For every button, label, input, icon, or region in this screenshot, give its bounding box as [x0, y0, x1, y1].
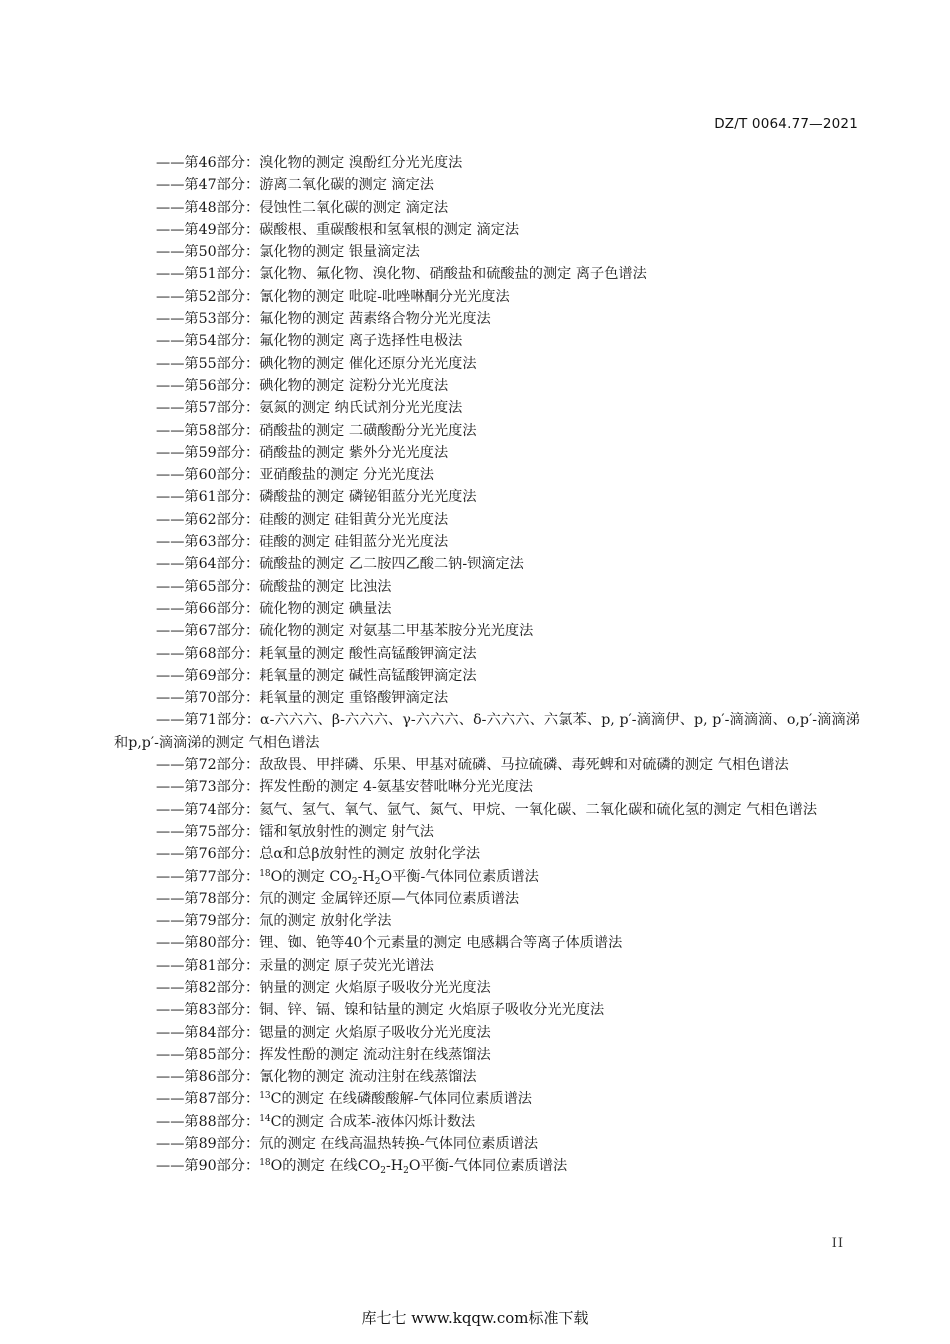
- part-title: O平衡-气体同位素质谱法: [380, 868, 539, 885]
- list-item: [114, 999, 860, 1021]
- part-number: ——第72部分：: [156, 757, 260, 774]
- part-title: 氦气、氢气、氧气、氩气、氮气、甲烷、一氧化碳、二氧化碳和硫化氢的测定 气相色谱法: [259, 801, 818, 818]
- part-number: ——第84部分：: [156, 1024, 260, 1041]
- part-title: 氯化物、氟化物、溴化物、硝酸盐和硫酸盐的测定 离子色谱法: [259, 266, 647, 283]
- part-title: 锂、铷、铯等40个元素量的测定 电感耦合等离子体质谱法: [259, 935, 623, 952]
- part-number: ——第82部分：: [156, 979, 260, 996]
- part-number: ——第79部分：: [156, 913, 260, 930]
- list-item: [114, 799, 860, 821]
- list-item: [114, 330, 860, 352]
- part-title: 2: [351, 876, 358, 887]
- part-title: C的测定 合成苯-液体闪烁计数法: [270, 1113, 476, 1130]
- list-item: [114, 308, 860, 330]
- part-number: ——第67部分：: [156, 623, 260, 640]
- part-title: 氟化物的测定 茜素络合物分光光度法: [259, 311, 491, 328]
- list-item: [114, 197, 860, 219]
- part-title: 氘的测定 金属锌还原—气体同位素质谱法: [259, 890, 520, 907]
- list-item: [114, 665, 860, 687]
- part-title: 敌敌畏、甲拌磷、乐果、甲基对硫磷、马拉硫磷、毒死蜱和对硫磷的测定 气相色谱法: [259, 757, 789, 774]
- part-number: ——第87部分：: [156, 1091, 260, 1108]
- part-title: 钠量的测定 火焰原子吸收分光光度法: [259, 979, 491, 996]
- list-item: [114, 263, 860, 285]
- part-title: 硫化物的测定 碘量法: [259, 600, 392, 617]
- list-item: [114, 397, 860, 419]
- part-title: 硝酸盐的测定 二磺酸酚分光光度法: [259, 422, 477, 439]
- list-item: [114, 776, 860, 798]
- list-item: [114, 1066, 860, 1088]
- part-title: 溴化物的测定 溴酚红分光光度法: [259, 155, 463, 171]
- part-title: 氨氮的测定 纳氏试剂分光光度法: [259, 400, 463, 417]
- part-number: ——第55部分：: [156, 355, 260, 372]
- part-number: ——第86部分：: [156, 1069, 260, 1086]
- part-number: ——第46部分：: [156, 155, 260, 171]
- list-item: [114, 152, 860, 174]
- list-item: [114, 910, 860, 932]
- part-number: ——第70部分：: [156, 690, 260, 707]
- part-title: 镭和氡放射性的测定 射气法: [259, 823, 434, 840]
- part-title: 汞量的测定 原子荧光光谱法: [259, 957, 434, 974]
- part-title: 2: [380, 1166, 386, 1177]
- part-title: 氘的测定 在线高温热转换-气体同位素质谱法: [259, 1136, 539, 1153]
- part-number: ——第61部分：: [156, 489, 260, 506]
- part-number: ——第54部分：: [156, 333, 260, 350]
- part-number: ——第62部分：: [156, 511, 260, 528]
- list-item: [114, 866, 860, 888]
- part-number: ——第56部分：: [156, 377, 260, 394]
- part-title: 耗氧量的测定 碱性高锰酸钾滴定法: [259, 667, 477, 684]
- list-item: [114, 442, 860, 464]
- part-number: ——第66部分：: [156, 600, 260, 617]
- part-title: 侵蚀性二氧化碳的测定 滴定法: [259, 199, 449, 216]
- part-title: 碘化物的测定 淀粉分光光度法: [259, 377, 449, 394]
- part-number: ——第57部分：: [156, 400, 260, 417]
- list-item: [114, 687, 860, 709]
- part-title: 挥发性酚的测定 流动注射在线蒸馏法: [259, 1046, 491, 1063]
- part-title: 氯化物的测定 银量滴定法: [259, 244, 420, 261]
- part-title: O的测定 CO: [270, 868, 352, 885]
- part-number: ——第89部分：: [156, 1136, 260, 1153]
- list-item: [114, 219, 860, 241]
- part-title: 氰化物的测定 吡啶-吡唑啉酮分光光度法: [259, 288, 510, 305]
- part-title: 锶量的测定 火焰原子吸收分光光度法: [259, 1024, 491, 1041]
- part-title: 铜、锌、镉、镍和钴量的测定 火焰原子吸收分光光度法: [259, 1002, 605, 1019]
- part-number: ——第63部分：: [156, 534, 260, 551]
- part-number: ——第47部分：: [156, 177, 260, 194]
- list-item: [114, 843, 860, 865]
- part-title: O平衡-气体同位素质谱法: [408, 1158, 568, 1175]
- part-number: ——第75部分：: [156, 823, 260, 840]
- part-number: ——第59部分：: [156, 444, 260, 461]
- part-title: 磷酸盐的测定 磷铋钼蓝分光光度法: [259, 489, 477, 506]
- part-title: 耗氧量的测定 重铬酸钾滴定法: [259, 690, 449, 707]
- list-item: [114, 955, 860, 977]
- part-title: 14: [259, 1113, 271, 1124]
- part-number: ——第71部分：: [156, 712, 261, 729]
- list-item: [114, 932, 860, 954]
- part-title: 2: [403, 1166, 409, 1177]
- part-number: ——第53部分：: [156, 311, 260, 328]
- list-item: [114, 1133, 860, 1155]
- list-item: [114, 420, 860, 442]
- part-number: ——第77部分：: [156, 868, 260, 885]
- list-item: [114, 531, 860, 553]
- part-title: -H: [357, 868, 375, 885]
- part-list: [114, 152, 860, 1178]
- list-item: [114, 553, 860, 575]
- part-number: ——第81部分：: [156, 957, 260, 974]
- part-number: ——第51部分：: [156, 266, 260, 283]
- part-number: ——第73部分：: [156, 779, 260, 796]
- part-number: ——第60部分：: [156, 467, 260, 484]
- part-title: 13: [259, 1091, 271, 1102]
- list-item: [114, 709, 860, 754]
- part-title: 挥发性酚的测定 4-氨基安替吡啉分光光度法: [259, 779, 533, 796]
- list-item: [114, 486, 860, 508]
- part-title: 硫化物的测定 对氨基二甲基苯胺分光光度法: [259, 623, 534, 640]
- part-title: 硅酸的测定 硅钼黄分光光度法: [259, 511, 449, 528]
- footer-watermark: 库七七 www.kqqw.com标准下载: [361, 1309, 589, 1327]
- list-item: [114, 509, 860, 531]
- list-item: [114, 1022, 860, 1044]
- list-item: [114, 1111, 860, 1133]
- part-title: 氰化物的测定 流动注射在线蒸馏法: [259, 1069, 477, 1086]
- part-title: 2: [374, 876, 381, 887]
- list-item: [114, 174, 860, 196]
- part-title: 碳酸根、重碳酸根和氢氧根的测定 滴定法: [259, 221, 520, 238]
- list-item: [114, 375, 860, 397]
- list-item: [114, 1155, 860, 1177]
- list-item: [114, 754, 860, 776]
- part-number: ——第85部分：: [156, 1046, 260, 1063]
- part-number: ——第69部分：: [156, 667, 260, 684]
- part-number: ——第52部分：: [156, 288, 260, 305]
- part-title: 硫酸盐的测定 乙二胺四乙酸二钠-钡滴定法: [259, 556, 524, 573]
- part-number: ——第83部分：: [156, 1002, 260, 1019]
- part-title: 氟化物的测定 离子选择性电极法: [259, 333, 463, 350]
- part-title: 硝酸盐的测定 紫外分光光度法: [259, 444, 449, 461]
- part-number: ——第50部分：: [156, 244, 260, 261]
- part-number: ——第80部分：: [156, 935, 260, 952]
- part-number: ——第78部分：: [156, 890, 260, 907]
- part-title: 硫酸盐的测定 比浊法: [259, 578, 392, 595]
- list-item: [114, 620, 860, 642]
- part-number: ——第74部分：: [156, 801, 260, 818]
- part-title: 亚硝酸盐的测定 分光光度法: [259, 467, 434, 484]
- list-item: [114, 643, 860, 665]
- part-number: ——第48部分：: [156, 199, 260, 216]
- part-number: ——第65部分：: [156, 578, 260, 595]
- page-number: II: [831, 1236, 844, 1251]
- list-item: [114, 353, 860, 375]
- list-item: [114, 1044, 860, 1066]
- part-number: ——第49部分：: [156, 221, 260, 238]
- part-number: ——第76部分：: [156, 846, 260, 863]
- list-item: [114, 977, 860, 999]
- part-number: ——第88部分：: [156, 1113, 260, 1130]
- list-item: [114, 598, 860, 620]
- part-title: 硅酸的测定 硅钼蓝分光光度法: [259, 534, 449, 551]
- part-title: 总α和总β放射性的测定 放射化学法: [259, 846, 481, 863]
- list-item: [114, 464, 860, 486]
- list-item: [114, 241, 860, 263]
- list-item: [114, 1088, 860, 1110]
- list-item: [114, 576, 860, 598]
- document-code: DZ/T 0064.77—2021: [714, 116, 858, 132]
- list-item: [114, 888, 860, 910]
- part-number: ——第68部分：: [156, 645, 260, 662]
- part-title: 18: [259, 1158, 271, 1169]
- part-title: 氚的测定 放射化学法: [259, 913, 392, 930]
- part-title: C的测定 在线磷酸酸解-气体同位素质谱法: [270, 1091, 532, 1108]
- part-title: 碘化物的测定 催化还原分光光度法: [259, 355, 477, 372]
- part-title: O的测定 在线CO: [270, 1158, 381, 1175]
- part-number: ——第64部分：: [156, 556, 260, 573]
- part-title: 18: [259, 868, 271, 879]
- part-number: ——第90部分：: [156, 1158, 260, 1175]
- list-item: [114, 821, 860, 843]
- list-item: [114, 286, 860, 308]
- part-title: α-六六六、β-六六六、γ-六六六、δ-六六六、六氯苯、p, p′-滴滴伊、p, p′-滴滴滴、o,p′-滴滴涕和p,p′-滴滴涕的测定 气相色谱法: [114, 712, 860, 751]
- part-number: ——第58部分：: [156, 422, 260, 439]
- part-title: -H: [385, 1158, 404, 1175]
- part-title: 游离二氧化碳的测定 滴定法: [259, 177, 434, 194]
- part-title: 耗氧量的测定 酸性高锰酸钾滴定法: [259, 645, 477, 662]
